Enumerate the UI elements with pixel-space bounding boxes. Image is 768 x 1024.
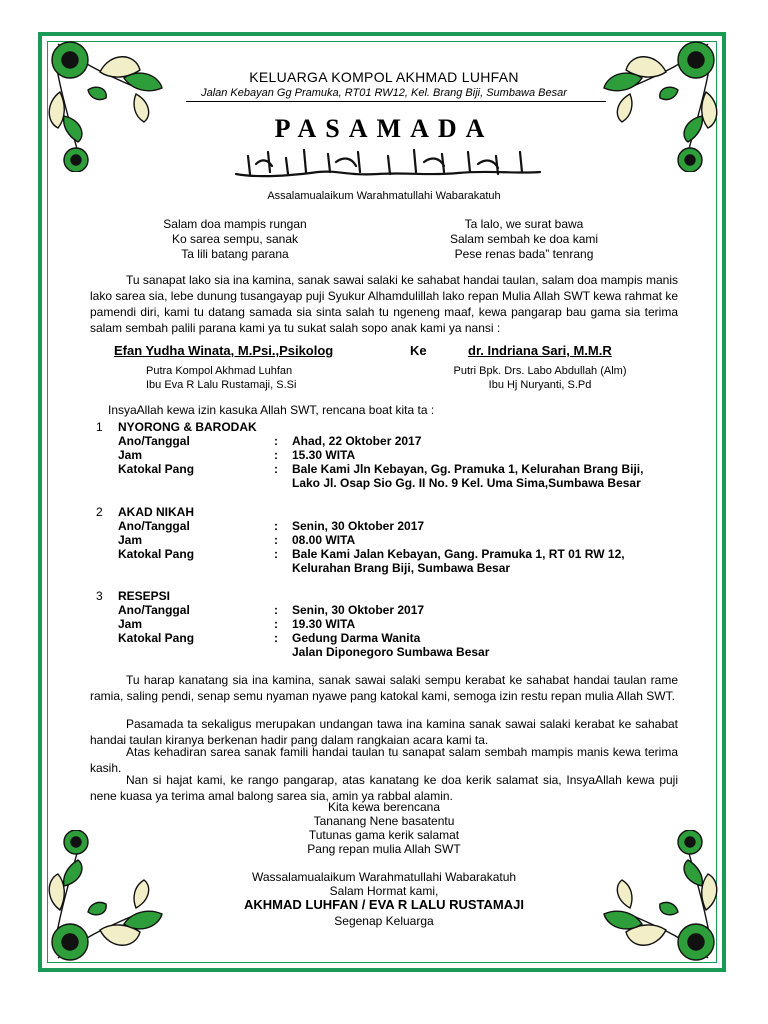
pantun-line: Salam doa mampis rungan xyxy=(163,217,307,231)
event-field-value: 08.00 WITA xyxy=(292,533,356,547)
bride-name: dr. Indriana Sari, M.M.R xyxy=(468,343,612,358)
event-name: RESEPSI xyxy=(118,589,171,603)
family-signature: Segenap Keluarga xyxy=(334,914,434,928)
schedule-intro: InsyaAllah kewa izin kasuka Allah SWT, rencana boat kita ta : xyxy=(108,403,435,417)
event-field-label: Jam xyxy=(118,533,143,547)
event-field-value: Senin, 30 Oktober 2017 xyxy=(292,519,425,533)
event-field-value: Kelurahan Brang Biji, Sumbawa Besar xyxy=(292,561,511,575)
signatory-names: AKHMAD LUHFAN / EVA R LALU RUSTAMAJI xyxy=(244,897,524,912)
pantun-line: Ko sarea sempu, sanak xyxy=(171,232,299,246)
event-field-label: Katokal Pang xyxy=(118,547,195,561)
event-field-separator: : xyxy=(274,448,278,462)
event-field-label: Jam xyxy=(118,448,143,462)
event-field-value: Bale Kami Jln Kebayan, Gg. Pramuka 1, Kelurahan Brang Biji, xyxy=(292,462,644,476)
event-field-value: 15.30 WITA xyxy=(292,448,356,462)
bride-parents xyxy=(430,364,650,392)
event-field-value: Senin, 30 Oktober 2017 xyxy=(292,603,425,617)
event-name: AKAD NIKAH xyxy=(118,505,194,519)
family-name-heading: KELUARGA KOMPOL AKHMAD LUHFAN xyxy=(249,69,519,85)
pantun-line: Ta lalo, we surat bawa xyxy=(464,217,584,231)
event-name: NYORONG & BARODAK xyxy=(118,420,257,434)
bismillah-calligraphy-icon xyxy=(228,146,548,182)
event-field-separator: : xyxy=(274,462,278,476)
closing-paragraph: Nan si hajat kami, ke rango pangarap, atas kanatang ke doa kerik salamat sia, InsyaAllah kewa puji nene kuasa ya terima amal balong sarea sia, amin ya rabbal alamin. xyxy=(90,773,678,803)
poem-line: Tananang Nene basatentu xyxy=(313,814,455,828)
event-field-separator: : xyxy=(274,631,278,645)
closing-paragraph: Pasamada ta sekaligus merupakan undangan tawa ina kamina sanak sawai salaki kerabat ke sahabat handai taulan kiranya berkenan hadir pang dalam rangkaian acara kami ta. xyxy=(90,717,678,747)
closing-paragraph: Atas kehadiran sarea sanak famili handai taulan tu sanapat salam sembah mampis manis kewa terima kasih. xyxy=(90,745,678,775)
poem-line: Pang repan mulia Allah SWT xyxy=(307,842,461,856)
connector-word: Ke xyxy=(410,343,427,358)
event-field-value: 19.30 WITA xyxy=(292,617,356,631)
event-field-label: Katokal Pang xyxy=(118,631,195,645)
event-number: 2 xyxy=(96,505,103,519)
event-field-separator: : xyxy=(274,519,278,533)
poem-line: Tutunas gama kerik salamat xyxy=(308,828,460,842)
event-field-label: Katokal Pang xyxy=(118,462,195,476)
pantun-right xyxy=(418,217,630,262)
event-field-separator: : xyxy=(274,603,278,617)
pantun-left xyxy=(130,217,340,262)
event-number: 1 xyxy=(96,420,103,434)
groom-parent-line: Ibu Eva R Lalu Rustamaji, S.Si xyxy=(146,379,297,391)
groom-parent-line: Putra Kompol Akhmad Luhfan xyxy=(146,365,293,377)
regards-line: Salam Hormat kami, xyxy=(329,884,439,898)
opening-greeting: Assalamualaikum Warahmatullahi Wabarakatuh xyxy=(267,190,501,202)
event-field-label: Ano/Tanggal xyxy=(118,434,190,448)
groom-parents xyxy=(146,364,296,392)
event-field-separator: : xyxy=(274,434,278,448)
event-field-label: Ano/Tanggal xyxy=(118,603,190,617)
pantun-line: Ta lili batang parana xyxy=(181,247,289,261)
event-field-value: Bale Kami Jalan Kebayan, Gang. Pramuka 1, RT 01 RW 12, xyxy=(292,547,625,561)
intro-paragraph: Tu sanapat lako sia ina kamina, sanak sawai salaki ke sahabat handai taulan, salam doa mampis manis lako sarea sia, lebe dunung tusangayap puji Syukur Alhamdulillah lako repan Mulia Allah SWT kewa rahmat ke pamendi diri, kami tu datang samada sia sinta salah tu ngeneng maaf, kewa pangarap bau gama sia terima salam sembah palili parana kami ya tu sukat salah sopo anak kami ya nansi : xyxy=(90,273,678,335)
event-field-value: Lako Jl. Osap Sio Gg. II No. 9 Kel. Uma Sima,Sumbawa Besar xyxy=(292,476,641,490)
bride-parent-line: Ibu Hj Nuryanti, S.Pd xyxy=(488,379,592,391)
event-field-label: Ano/Tanggal xyxy=(118,519,190,533)
event-field-separator: : xyxy=(274,533,278,547)
floral-ornament-icon xyxy=(40,32,170,172)
event-field-label: Jam xyxy=(118,617,143,631)
floral-ornament-icon xyxy=(596,32,726,172)
event-field-value: Jalan Diponegoro Sumbawa Besar xyxy=(292,645,490,659)
poem-line: Kita kewa berencana xyxy=(327,800,441,814)
event-field-value: Gedung Darma Wanita xyxy=(292,631,421,645)
event-field-separator: : xyxy=(274,617,278,631)
event-number: 3 xyxy=(96,589,103,603)
page-title: PASAMADA xyxy=(274,114,494,143)
event-field-separator: : xyxy=(274,547,278,561)
event-field-value: Ahad, 22 Oktober 2017 xyxy=(292,434,422,448)
header-divider xyxy=(186,101,606,102)
pantun-line: Pese renas bada” tenrang xyxy=(454,247,594,261)
family-address: Jalan Kebayan Gg Pramuka, RT01 RW12, Kel. Brang Biji, Sumbawa Besar xyxy=(201,87,567,99)
closing-greeting: Wassalamualaikum Warahmatullahi Wabarakatuh xyxy=(251,870,517,884)
groom-name: Efan Yudha Winata, M.Psi.,Psikolog xyxy=(114,343,334,358)
pantun-line: Salam sembah ke doa kami xyxy=(449,232,599,246)
closing-paragraph: Tu harap kanatang sia ina kamina, sanak sawai salaki sempu kerabat ke sahabat handai taulan rame ramia, saling pendi, senap semu nyaman nyawe pang katokal kami, semoga izin restu repan mulia Allah SWT. xyxy=(90,673,678,703)
bride-parent-line: Putri Bpk. Drs. Labo Abdullah (Alm) xyxy=(453,365,627,377)
